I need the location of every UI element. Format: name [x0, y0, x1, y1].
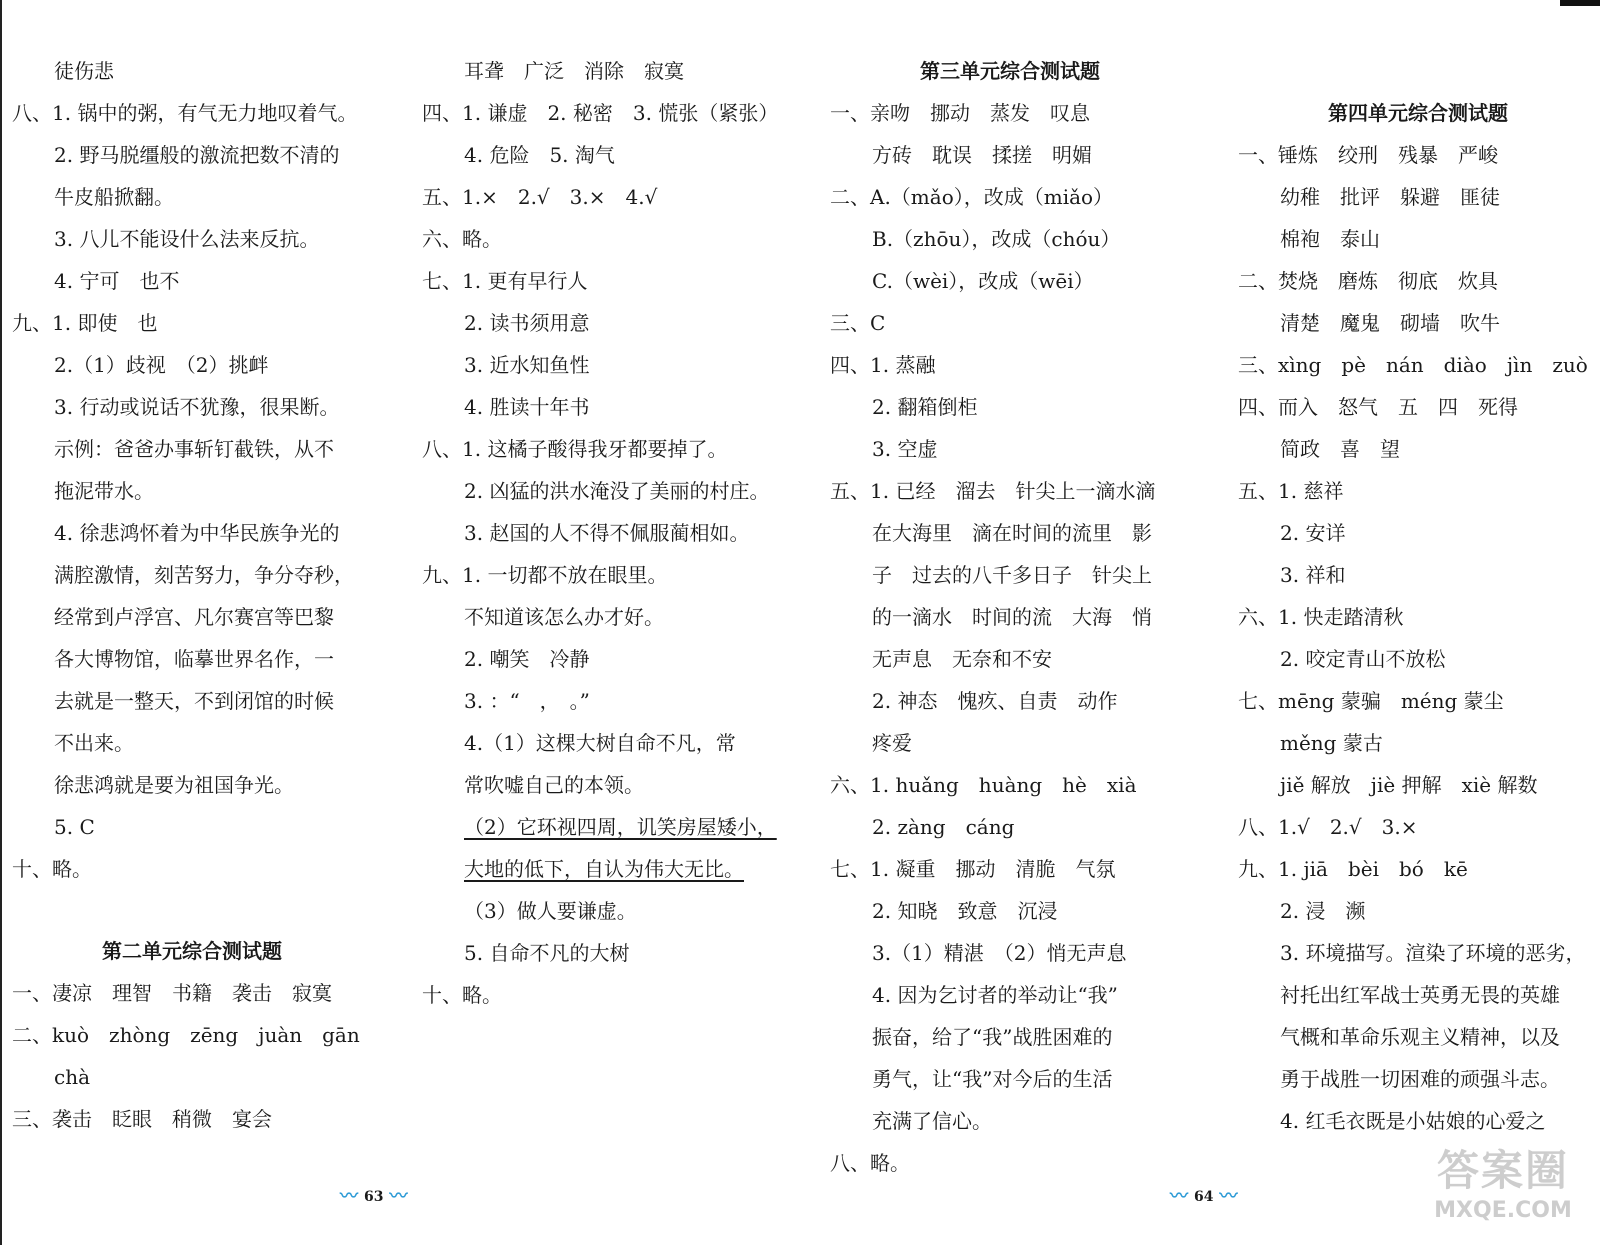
answer-line: 4. 因为乞讨者的举动让“我” — [872, 983, 1118, 1007]
answer-line: 各大博物馆，临摹世界名作，一 — [54, 647, 334, 671]
answer-line: 疼爱 — [872, 731, 912, 755]
answer-column-3 — [830, 50, 1190, 1184]
answer-line: 六、1. huǎng huàng hè xià — [830, 773, 1137, 797]
wave-ornament-icon: 〰 — [340, 1186, 358, 1207]
answer-column-2 — [422, 50, 782, 1016]
answer-line: 5. C — [54, 815, 95, 839]
answer-line: 充满了信心。 — [872, 1109, 992, 1133]
answer-line: 4. 徐悲鸿怀着为中华民族争光的 — [54, 521, 340, 545]
answer-line: 衬托出红军战士英勇无畏的英雄 — [1280, 983, 1560, 1007]
answer-line: 四、1. 谦虚 2. 秘密 3. 慌张（紧张） — [422, 101, 779, 125]
answer-line: 5. 自命不凡的大树 — [464, 941, 630, 965]
answer-line: 3. 环境描写。渲染了环境的恶劣， — [1280, 941, 1586, 965]
answer-line: 2. 翻箱倒柜 — [872, 395, 978, 419]
answer-line: 气概和革命乐观主义精神，以及 — [1280, 1025, 1560, 1049]
page-number: 64 — [1194, 1189, 1214, 1205]
answer-line: 六、1. 快走踏清秋 — [1238, 605, 1404, 629]
answer-line: 2. 嘲笑 冷静 — [464, 647, 590, 671]
answer-line: 的一滴水 时间的流 大海 悄 — [872, 605, 1152, 629]
answer-line: 三、C — [830, 311, 886, 335]
answer-line: 不知道该怎么办才好。 — [464, 605, 664, 629]
answer-line: 无声息 无奈和不安 — [872, 647, 1052, 671]
answer-line: 子 过去的八千多日子 针尖上 — [872, 563, 1152, 587]
answer-line: 2. 野马脱缰般的激流把数不清的 — [54, 143, 340, 167]
answer-line: 七、1. 凝重 挪动 清脆 气氛 — [830, 857, 1116, 881]
answer-line: 2. 知晓 致意 沉浸 — [872, 899, 1058, 923]
answer-line: 2. 神态 愧疚、自责 动作 — [872, 689, 1118, 713]
answer-column-1 — [12, 50, 372, 1140]
answer-line: 五、1.× 2.√ 3.× 4.√ — [422, 185, 658, 209]
answer-line: B.（zhōu），改成（chóu） — [872, 227, 1121, 251]
answer-line: 徐悲鸿就是要为祖国争光。 — [54, 773, 294, 797]
answer-line: 六、略。 — [422, 227, 502, 251]
answer-line: chà — [54, 1065, 91, 1089]
answer-line: 三、xìng pè nán diào jìn zuò — [1238, 353, 1588, 377]
answer-line: 3. ：“ ， 。” — [464, 689, 590, 713]
answer-line: 耳聋 广泛 消除 寂寞 — [464, 59, 684, 83]
answer-line: 2. 咬定青山不放松 — [1280, 647, 1446, 671]
answer-line: 八、1. 锅中的粥，有气无力地叹着气。 — [12, 101, 358, 125]
answer-line: 2. 浸 濒 — [1280, 899, 1366, 923]
watermark-text: 答案圈 — [1436, 1146, 1569, 1195]
answer-line: 2.（1）歧视 （2）挑衅 — [54, 353, 269, 377]
answer-line: jiě 解放 jiè 押解 xiè 解数 — [1280, 773, 1538, 797]
answer-line: 4. 胜读十年书 — [464, 395, 590, 419]
answer-line: 不出来。 — [54, 731, 134, 755]
page-number-right — [1170, 1186, 1237, 1208]
answer-line: 4. 危险 5. 淘气 — [464, 143, 615, 167]
answer-line: 十、略。 — [12, 857, 92, 881]
answer-line: 3. 近水知鱼性 — [464, 353, 590, 377]
answer-line: 3. 行动或说话不犹豫，很果断。 — [54, 395, 340, 419]
answer-line: 四、而入 怒气 五 四 死得 — [1238, 395, 1518, 419]
corner-mark — [1560, 0, 1600, 6]
answer-line: 振奋，给了“我”战胜困难的 — [872, 1025, 1113, 1049]
answer-line: 幼稚 批评 躲避 匪徒 — [1280, 185, 1500, 209]
wave-ornament-icon: 〰 — [1170, 1186, 1188, 1207]
answer-line: 三、袭击 眨眼 稍微 宴会 — [12, 1107, 272, 1131]
answer-line: 4.（1）这棵大树自命不凡，常 — [464, 731, 736, 755]
answer-line: 四、1. 蒸融 — [830, 353, 936, 377]
answer-column-4 — [1238, 92, 1598, 1142]
answer-line: 勇于战胜一切困难的顽强斗志。 — [1280, 1067, 1560, 1091]
answer-line: 示例：爸爸办事斩钉截铁，从不 — [54, 437, 334, 461]
answer-line: 九、1. jiā bèi bó kē — [1238, 857, 1468, 881]
answer-line: 一、凄凉 理智 书籍 袭击 寂寞 — [12, 981, 332, 1005]
answer-line: 七、mēng 蒙骗 méng 蒙尘 — [1238, 689, 1504, 713]
answer-line: 二、kuò zhòng zēng juàn gān — [12, 1023, 360, 1047]
answer-line: 徒伤悲 — [54, 59, 114, 83]
answer-line: C.（wèi），改成（wēi） — [872, 269, 1094, 293]
page-edge-rule — [0, 0, 2, 1245]
answer-line: 经常到卢浮宫、凡尔赛宫等巴黎 — [54, 605, 334, 629]
answer-line: 3.（1）精湛 （2）悄无声息 — [872, 941, 1127, 965]
answer-line: 九、1. 一切都不放在眼里。 — [422, 563, 668, 587]
watermark-logo — [1418, 1145, 1588, 1235]
answer-line: 牛皮船掀翻。 — [54, 185, 174, 209]
answer-line: 五、1. 慈祥 — [1238, 479, 1344, 503]
answer-line: 2. 读书须用意 — [464, 311, 590, 335]
answer-line: 在大海里 滴在时间的流里 影 — [872, 521, 1152, 545]
answer-line: 3. 八儿不能设什么法来反抗。 — [54, 227, 320, 251]
answer-line: 九、1. 即使 也 — [12, 311, 158, 335]
answer-line: 八、1. 这橘子酸得我牙都要掉了。 — [422, 437, 728, 461]
page-number-left — [340, 1186, 407, 1208]
answer-line: 棉袍 泰山 — [1280, 227, 1380, 251]
answer-line: 满腔激情，刻苦努力，争分夺秒， — [54, 563, 354, 587]
section-gap — [12, 890, 372, 930]
answer-line: 五、1. 已经 溜去 针尖上一滴水滴 — [830, 479, 1156, 503]
answer-line: 2. 安详 — [1280, 521, 1346, 545]
page-number: 63 — [364, 1189, 384, 1205]
answer-line: 常吹嘘自己的本领。 — [464, 773, 644, 797]
answer-line: 勇气，让“我”对今后的生活 — [872, 1067, 1113, 1091]
answer-line: 八、略。 — [830, 1151, 910, 1175]
underlined-answer-line: （2）它环视四周，讥笑房屋矮小， — [464, 815, 777, 839]
wave-ornament-icon: 〰 — [1219, 1186, 1238, 1207]
answer-line: 2. 凶猛的洪水淹没了美丽的村庄。 — [464, 479, 770, 503]
answer-line: měng 蒙古 — [1280, 731, 1383, 755]
answer-line: 3. 赵国的人不得不佩服蔺相如。 — [464, 521, 750, 545]
answer-line: 3. 空虚 — [872, 437, 938, 461]
answer-line: 十、略。 — [422, 983, 502, 1007]
answer-line: 方砖 耽误 揉搓 明媚 — [872, 143, 1092, 167]
answer-line: 一、亲吻 挪动 蒸发 叹息 — [830, 101, 1090, 125]
answer-line: 八、1.√ 2.√ 3.× — [1238, 815, 1418, 839]
answer-line: 3. 祥和 — [1280, 563, 1346, 587]
underlined-answer-line: 大地的低下，自认为伟大无比。 — [464, 857, 744, 881]
answer-line: 七、1. 更有早行人 — [422, 269, 588, 293]
section-title: 第四单元综合测试题 — [1328, 101, 1508, 125]
answer-line: 简政 喜 望 — [1280, 437, 1400, 461]
answer-line: 2. zàng cáng — [872, 815, 1015, 839]
watermark-url: MXQE.COM — [1434, 1198, 1572, 1223]
wave-ornament-icon: 〰 — [389, 1186, 408, 1207]
answer-line: 二、A.（mǎo），改成（miǎo） — [830, 185, 1114, 209]
answer-line: 清楚 魔鬼 砌墙 吹牛 — [1280, 311, 1500, 335]
answer-line: 拖泥带水。 — [54, 479, 154, 503]
answer-line: （3）做人要谦虚。 — [464, 899, 637, 923]
answer-line: 去就是一整天，不到闭馆的时候 — [54, 689, 334, 713]
answer-line: 一、锤炼 绞刑 残暴 严峻 — [1238, 143, 1498, 167]
section-title: 第二单元综合测试题 — [102, 939, 282, 963]
answer-line: 二、焚烧 磨炼 彻底 炊具 — [1238, 269, 1498, 293]
section-title: 第三单元综合测试题 — [920, 59, 1100, 83]
answer-line: 4. 红毛衣既是小姑娘的心爱之 — [1280, 1109, 1546, 1133]
answer-line: 4. 宁可 也不 — [54, 269, 180, 293]
